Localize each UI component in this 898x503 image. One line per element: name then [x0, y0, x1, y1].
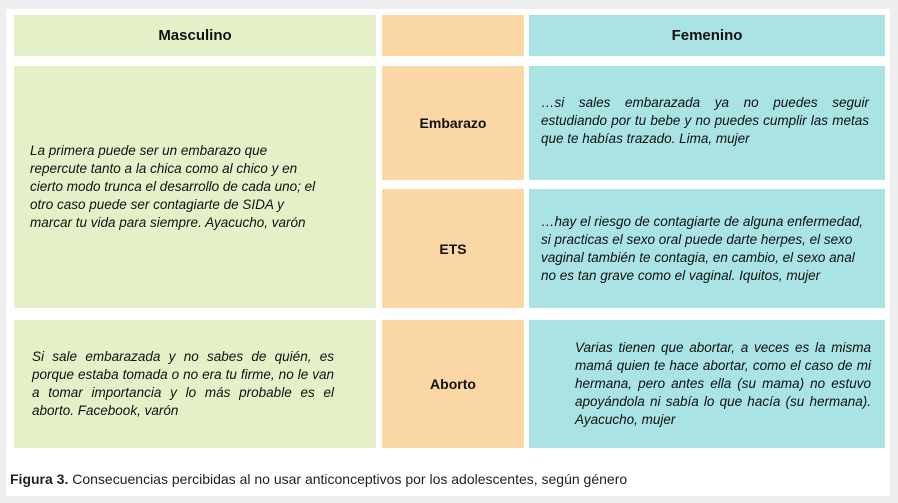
masculino-embarazo-ets-cell	[14, 66, 376, 308]
figure-caption	[10, 471, 627, 487]
figure-caption-text: Consecuencias percibidas al no usar anticonceptivos por los adolescentes, según género	[68, 471, 628, 487]
femenino-embarazo-cell	[529, 66, 885, 180]
header-femenino	[529, 15, 885, 56]
ets-label: ETS	[439, 240, 467, 257]
embarazo-label-cell	[382, 66, 524, 180]
aborto-label: Aborto	[430, 376, 476, 392]
ets-label-cell	[382, 189, 524, 308]
femenino-ets-cell	[529, 189, 885, 308]
header-masculino-label: Masculino	[158, 27, 232, 44]
figure-caption-label: Figura 3.	[10, 471, 69, 487]
header-masculino	[14, 15, 376, 56]
femenino-embarazo-quote: …si sales embarazada ya no puedes seguir estudiando por tu bebe y no puedes cumplir las metas que te habías trazado. Lima, mujer	[541, 95, 869, 146]
header-middle	[382, 15, 524, 56]
femenino-ets-quote: …hay el riesgo de contagiarte de alguna enfermedad, si practicas el sexo oral puede darte herpes, el sexo vaginal también te contagia, en cambio, el sexo anal no es tan grave como el vaginal. Iquitos, mujer	[541, 213, 863, 283]
aborto-label-cell	[382, 320, 524, 448]
masculino-aborto-cell	[14, 320, 376, 448]
masculino-embarazo-ets-quote: La primera puede ser un embarazo que repercute tanto a la chica como al chico y en cierto modo trunca el desarrollo de cada uno; el otro caso puede ser contagiarte de SIDA y marcar tu vida para siempre. Ayacucho, varón	[30, 143, 316, 230]
header-femenino-label: Femenino	[671, 27, 743, 44]
masculino-aborto-quote: Si sale embarazada y no sabes de quién, es porque estaba tomada o no era tu firme, no le van a tomar importancia y lo más probable es el aborto. Facebook, varón	[32, 349, 334, 418]
embarazo-label: Embarazo	[419, 115, 487, 131]
femenino-aborto-quote: Varias tienen que abortar, a veces es la misma mamá quien te hace abortar, como el caso de mi hermana, pero antes ella (su mama) no estuvo apoyándola ni sabía lo que hacía (su hermana). Ayacucho, mujer	[575, 340, 871, 427]
femenino-aborto-cell	[529, 320, 885, 448]
